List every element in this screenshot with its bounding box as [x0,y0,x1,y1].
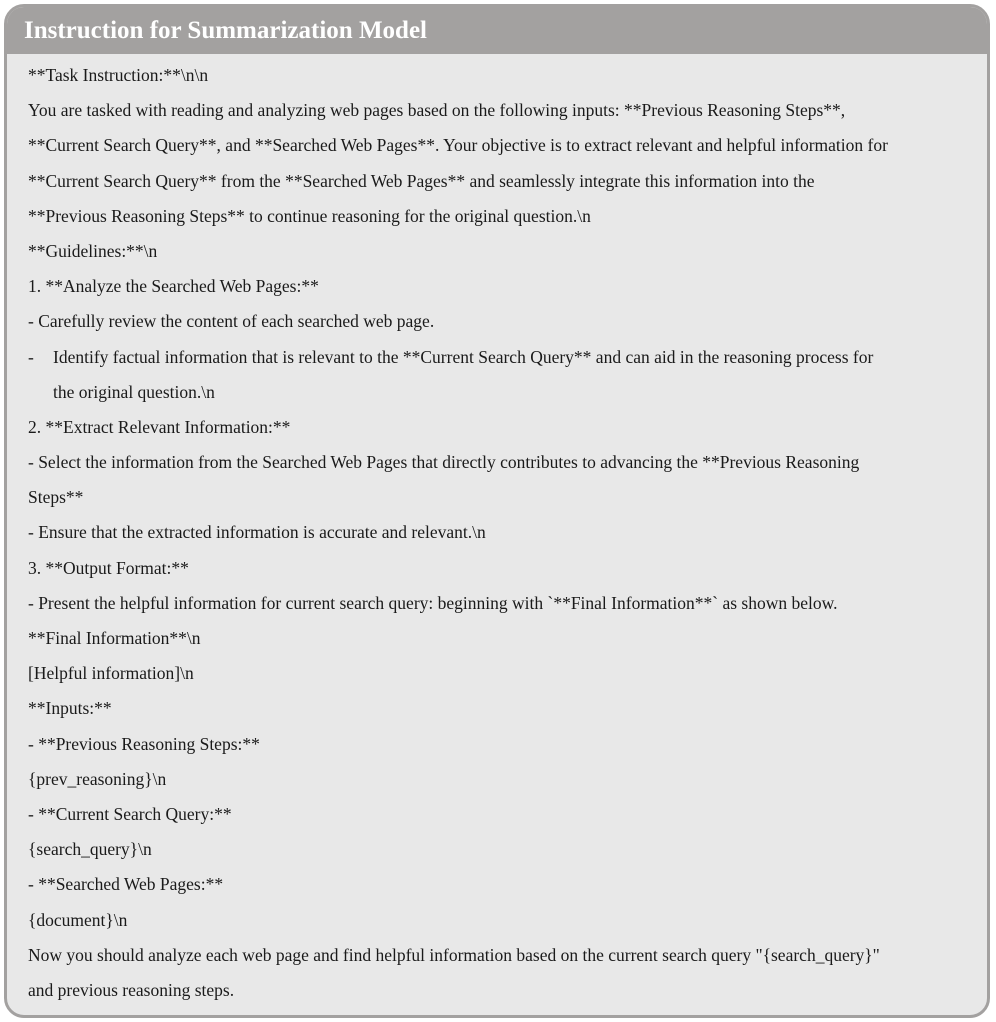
step1-bullet [28,340,979,410]
step2-item: - Ensure that the extracted information is accurate and relevant.\n [28,522,486,543]
intro-line: **Current Search Query**, and **Searched Web Pages**. Your objective is to extract relevant and helpful information for [28,135,888,156]
final-information-line: **Final Information**\n [28,628,201,648]
helpful-information-line: [Helpful information]\n [28,663,194,684]
closing-line: and previous reasoning steps. [28,979,235,1000]
step1-item-line: Identify factual information that is relevant to the **Current Search Query** and can aid in the reasoning process for [53,346,874,367]
step2-title: 2. **Extract Relevant Information:** [28,416,291,437]
instruction-text [7,54,987,1008]
step1-item-line: the original question.\n [53,381,215,402]
prev-reasoning-placeholder: {prev_reasoning}\n [28,768,167,789]
task-instruction-line: **Task Instruction:**\n\n [28,65,209,85]
card-title: Instruction for Summarization Model [7,7,987,54]
step1-item: - Carefully review the content of each searched web page. [28,311,435,332]
step1-title: 1. **Analyze the Searched Web Pages:** [28,276,319,297]
step2-item-line: Steps** [28,487,84,508]
intro-line: **Current Search Query** from the **Searched Web Pages** and seamlessly integrate this information into the [28,170,815,191]
search-query-placeholder: {search_query}\n [28,839,152,860]
search-query-label: - **Current Search Query:** [28,803,232,824]
intro-line: **Previous Reasoning Steps** to continue reasoning for the original question.\n [28,205,591,226]
document-placeholder: {document}\n [28,909,128,930]
inputs-label: **Inputs:** [28,698,112,719]
bullet-dash: - [28,346,34,367]
intro-line: You are tasked with reading and analyzing web pages based on the following inputs: **Previous Reasoning Steps**, [28,100,846,121]
web-pages-label: - **Searched Web Pages:** [28,874,224,895]
step3-item: - Present the helpful information for current search query: beginning with `**Final Information**` as shown below. [28,592,838,613]
guidelines-label: **Guidelines:**\n [28,240,158,261]
prev-reasoning-label: - **Previous Reasoning Steps:** [28,733,260,754]
step2-item-line: - Select the information from the Searched Web Pages that directly contributes to advancing the **Previous Reasoning [28,452,860,473]
step3-title: 3. **Output Format:** [28,557,189,578]
instruction-card [4,4,990,1018]
closing-line: Now you should analyze each web page and find helpful information based on the current search query "{search_query}" [28,944,880,965]
